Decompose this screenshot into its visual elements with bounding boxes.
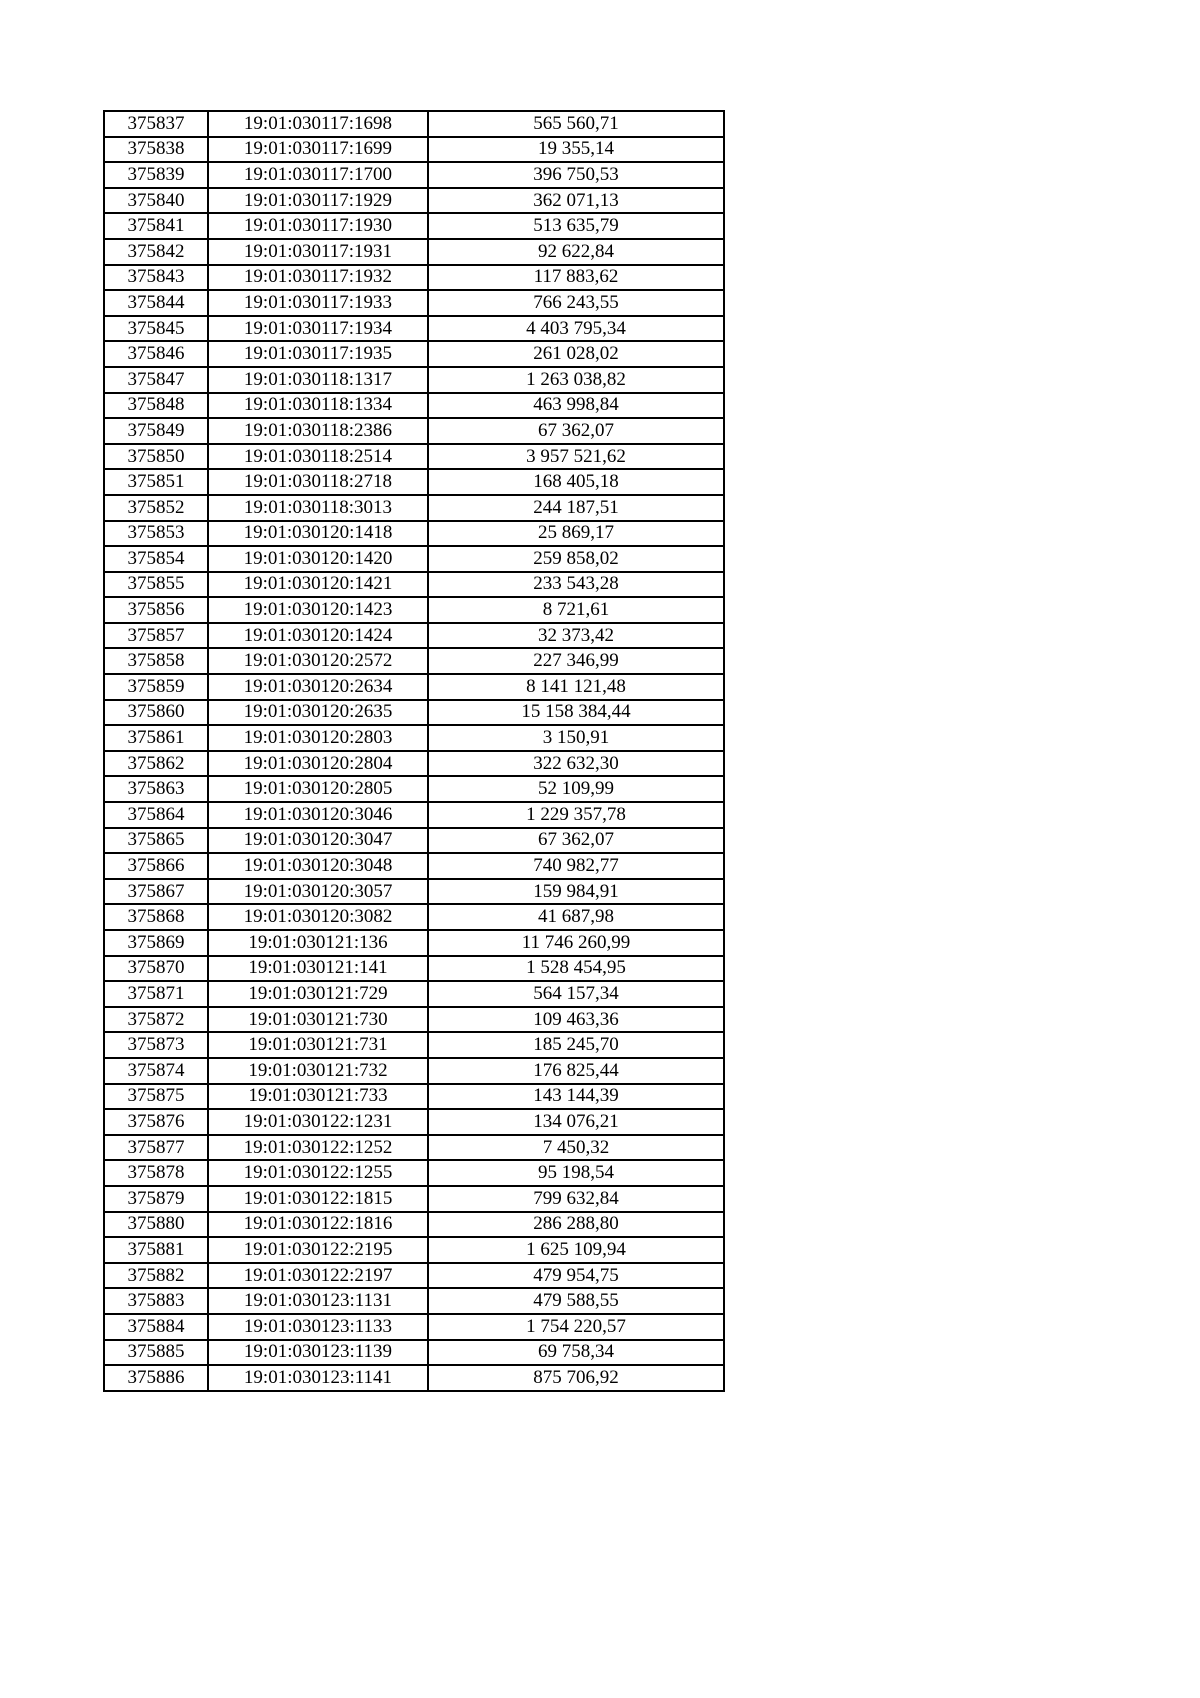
cadastral-number-cell: 19:01:030122:2197 <box>208 1263 428 1289</box>
row-number-cell: 375868 <box>104 904 208 930</box>
table-row <box>104 469 724 495</box>
table-row <box>104 213 724 239</box>
table-row <box>104 495 724 521</box>
cadastral-number-cell: 19:01:030120:1421 <box>208 572 428 598</box>
table-row <box>104 956 724 982</box>
row-number-cell: 375863 <box>104 776 208 802</box>
table-row <box>104 521 724 547</box>
row-number-cell: 375879 <box>104 1186 208 1212</box>
cadastral-value-cell: 799 632,84 <box>428 1186 724 1212</box>
table-row <box>104 1263 724 1289</box>
row-number-cell: 375838 <box>104 137 208 163</box>
cadastral-value-cell: 1 263 038,82 <box>428 367 724 393</box>
cadastral-value-cell: 227 346,99 <box>428 648 724 674</box>
cadastral-number-cell: 19:01:030121:731 <box>208 1032 428 1058</box>
cadastral-value-cell: 286 288,80 <box>428 1212 724 1238</box>
cadastral-number-cell: 19:01:030120:3048 <box>208 853 428 879</box>
row-number-cell: 375874 <box>104 1058 208 1084</box>
table-row <box>104 1365 724 1391</box>
row-number-cell: 375858 <box>104 648 208 674</box>
row-number-cell: 375848 <box>104 393 208 419</box>
cadastral-value-cell: 7 450,32 <box>428 1135 724 1161</box>
row-number-cell: 375862 <box>104 751 208 777</box>
row-number-cell: 375861 <box>104 725 208 751</box>
cadastral-value-cell: 134 076,21 <box>428 1109 724 1135</box>
cadastral-value-cell: 41 687,98 <box>428 904 724 930</box>
cadastral-value-cell: 1 754 220,57 <box>428 1314 724 1340</box>
cadastral-number-cell: 19:01:030123:1141 <box>208 1365 428 1391</box>
row-number-cell: 375871 <box>104 981 208 1007</box>
cadastral-number-cell: 19:01:030117:1929 <box>208 188 428 214</box>
cadastral-number-cell: 19:01:030120:2805 <box>208 776 428 802</box>
cadastral-number-cell: 19:01:030118:2386 <box>208 418 428 444</box>
row-number-cell: 375881 <box>104 1237 208 1263</box>
cadastral-value-cell: 740 982,77 <box>428 853 724 879</box>
cadastral-value-cell: 463 998,84 <box>428 393 724 419</box>
table-row <box>104 1160 724 1186</box>
row-number-cell: 375855 <box>104 572 208 598</box>
row-number-cell: 375839 <box>104 162 208 188</box>
cadastral-number-cell: 19:01:030120:3046 <box>208 802 428 828</box>
cadastral-value-cell: 11 746 260,99 <box>428 930 724 956</box>
table-row <box>104 393 724 419</box>
row-number-cell: 375837 <box>104 111 208 137</box>
table-row <box>104 418 724 444</box>
row-number-cell: 375883 <box>104 1288 208 1314</box>
cadastral-value-cell: 143 144,39 <box>428 1084 724 1110</box>
table-row <box>104 1084 724 1110</box>
row-number-cell: 375884 <box>104 1314 208 1340</box>
cadastral-number-cell: 19:01:030122:1816 <box>208 1212 428 1238</box>
cadastral-value-cell: 322 632,30 <box>428 751 724 777</box>
cadastral-value-cell: 67 362,07 <box>428 418 724 444</box>
cadastral-value-cell: 52 109,99 <box>428 776 724 802</box>
cadastral-number-cell: 19:01:030117:1931 <box>208 239 428 265</box>
row-number-cell: 375885 <box>104 1340 208 1366</box>
cadastral-number-cell: 19:01:030118:1317 <box>208 367 428 393</box>
cadastral-value-cell: 8 721,61 <box>428 597 724 623</box>
row-number-cell: 375878 <box>104 1160 208 1186</box>
cadastral-number-cell: 19:01:030123:1139 <box>208 1340 428 1366</box>
cadastral-number-cell: 19:01:030120:3082 <box>208 904 428 930</box>
cadastral-value-cell: 1 528 454,95 <box>428 956 724 982</box>
table-row <box>104 1135 724 1161</box>
cadastral-value-cell: 396 750,53 <box>428 162 724 188</box>
cadastral-number-cell: 19:01:030117:1934 <box>208 316 428 342</box>
table-row <box>104 1314 724 1340</box>
cadastral-value-cell: 95 198,54 <box>428 1160 724 1186</box>
cadastral-number-cell: 19:01:030120:1418 <box>208 521 428 547</box>
row-number-cell: 375873 <box>104 1032 208 1058</box>
cadastral-value-cell: 117 883,62 <box>428 265 724 291</box>
row-number-cell: 375886 <box>104 1365 208 1391</box>
cadastral-value-cell: 1 229 357,78 <box>428 802 724 828</box>
cadastral-number-cell: 19:01:030121:733 <box>208 1084 428 1110</box>
table-row <box>104 981 724 1007</box>
table-row <box>104 674 724 700</box>
cadastral-number-cell: 19:01:030122:1252 <box>208 1135 428 1161</box>
table-row <box>104 648 724 674</box>
cadastral-value-cell: 479 588,55 <box>428 1288 724 1314</box>
row-number-cell: 375843 <box>104 265 208 291</box>
table-row <box>104 341 724 367</box>
table-row <box>104 1032 724 1058</box>
table-row <box>104 1186 724 1212</box>
cadastral-value-cell: 8 141 121,48 <box>428 674 724 700</box>
cadastral-value-cell: 15 158 384,44 <box>428 700 724 726</box>
row-number-cell: 375875 <box>104 1084 208 1110</box>
row-number-cell: 375857 <box>104 623 208 649</box>
cadastral-value-cell: 261 028,02 <box>428 341 724 367</box>
table-row <box>104 597 724 623</box>
cadastral-value-cell: 67 362,07 <box>428 828 724 854</box>
cadastral-number-cell: 19:01:030122:1815 <box>208 1186 428 1212</box>
table-row <box>104 853 724 879</box>
cadastral-number-cell: 19:01:030120:2634 <box>208 674 428 700</box>
cadastral-number-cell: 19:01:030120:1423 <box>208 597 428 623</box>
row-number-cell: 375882 <box>104 1263 208 1289</box>
table-row <box>104 623 724 649</box>
cadastral-value-cell: 25 869,17 <box>428 521 724 547</box>
row-number-cell: 375869 <box>104 930 208 956</box>
cadastral-value-cell: 168 405,18 <box>428 469 724 495</box>
table-row <box>104 162 724 188</box>
cadastral-number-cell: 19:01:030120:2804 <box>208 751 428 777</box>
cadastral-value-cell: 766 243,55 <box>428 290 724 316</box>
cadastral-value-cell: 564 157,34 <box>428 981 724 1007</box>
cadastral-number-cell: 19:01:030122:2195 <box>208 1237 428 1263</box>
table-row <box>104 1288 724 1314</box>
cadastral-number-cell: 19:01:030123:1133 <box>208 1314 428 1340</box>
cadastral-number-cell: 19:01:030120:3047 <box>208 828 428 854</box>
row-number-cell: 375841 <box>104 213 208 239</box>
cadastral-value-cell: 259 858,02 <box>428 546 724 572</box>
cadastral-number-cell: 19:01:030117:1935 <box>208 341 428 367</box>
table-row <box>104 879 724 905</box>
table-row <box>104 1237 724 1263</box>
cadastral-value-cell: 362 071,13 <box>428 188 724 214</box>
cadastral-value-cell: 479 954,75 <box>428 1263 724 1289</box>
table-row <box>104 1212 724 1238</box>
cadastral-number-cell: 19:01:030121:141 <box>208 956 428 982</box>
cadastral-number-cell: 19:01:030118:1334 <box>208 393 428 419</box>
cadastral-number-cell: 19:01:030120:2803 <box>208 725 428 751</box>
row-number-cell: 375851 <box>104 469 208 495</box>
table-row <box>104 367 724 393</box>
cadastral-value-cell: 3 150,91 <box>428 725 724 751</box>
table-body <box>104 111 724 1391</box>
cadastral-value-cell: 513 635,79 <box>428 213 724 239</box>
table-row <box>104 1058 724 1084</box>
cadastral-number-cell: 19:01:030120:1420 <box>208 546 428 572</box>
table-row <box>104 188 724 214</box>
cadastral-value-cell: 185 245,70 <box>428 1032 724 1058</box>
cadastral-number-cell: 19:01:030120:2572 <box>208 648 428 674</box>
cadastral-value-table <box>103 110 725 1392</box>
cadastral-number-cell: 19:01:030121:730 <box>208 1007 428 1033</box>
table-row <box>104 239 724 265</box>
cadastral-value-cell: 4 403 795,34 <box>428 316 724 342</box>
row-number-cell: 375853 <box>104 521 208 547</box>
table-row <box>104 1109 724 1135</box>
cadastral-value-cell: 69 758,34 <box>428 1340 724 1366</box>
table-row <box>104 828 724 854</box>
cadastral-number-cell: 19:01:030117:1930 <box>208 213 428 239</box>
cadastral-value-cell: 565 560,71 <box>428 111 724 137</box>
row-number-cell: 375880 <box>104 1212 208 1238</box>
row-number-cell: 375872 <box>104 1007 208 1033</box>
table-row <box>104 1007 724 1033</box>
table-row <box>104 546 724 572</box>
cadastral-number-cell: 19:01:030121:732 <box>208 1058 428 1084</box>
row-number-cell: 375867 <box>104 879 208 905</box>
row-number-cell: 375877 <box>104 1135 208 1161</box>
row-number-cell: 375876 <box>104 1109 208 1135</box>
cadastral-number-cell: 19:01:030118:3013 <box>208 495 428 521</box>
cadastral-value-cell: 19 355,14 <box>428 137 724 163</box>
cadastral-value-cell: 233 543,28 <box>428 572 724 598</box>
table-row <box>104 444 724 470</box>
cadastral-number-cell: 19:01:030118:2514 <box>208 444 428 470</box>
cadastral-value-cell: 244 187,51 <box>428 495 724 521</box>
table-row <box>104 725 724 751</box>
row-number-cell: 375847 <box>104 367 208 393</box>
cadastral-value-cell: 875 706,92 <box>428 1365 724 1391</box>
cadastral-number-cell: 19:01:030117:1932 <box>208 265 428 291</box>
row-number-cell: 375852 <box>104 495 208 521</box>
cadastral-number-cell: 19:01:030122:1231 <box>208 1109 428 1135</box>
cadastral-value-cell: 32 373,42 <box>428 623 724 649</box>
cadastral-value-cell: 176 825,44 <box>428 1058 724 1084</box>
table-row <box>104 265 724 291</box>
row-number-cell: 375859 <box>104 674 208 700</box>
cadastral-number-cell: 19:01:030120:1424 <box>208 623 428 649</box>
table-row <box>104 751 724 777</box>
row-number-cell: 375845 <box>104 316 208 342</box>
cadastral-value-cell: 159 984,91 <box>428 879 724 905</box>
cadastral-number-cell: 19:01:030117:1699 <box>208 137 428 163</box>
table-row <box>104 572 724 598</box>
table-row <box>104 930 724 956</box>
cadastral-value-cell: 1 625 109,94 <box>428 1237 724 1263</box>
table-row <box>104 904 724 930</box>
table-row <box>104 802 724 828</box>
row-number-cell: 375842 <box>104 239 208 265</box>
row-number-cell: 375850 <box>104 444 208 470</box>
table-row <box>104 1340 724 1366</box>
row-number-cell: 375840 <box>104 188 208 214</box>
table-row <box>104 776 724 802</box>
row-number-cell: 375856 <box>104 597 208 623</box>
row-number-cell: 375854 <box>104 546 208 572</box>
cadastral-value-cell: 109 463,36 <box>428 1007 724 1033</box>
cadastral-number-cell: 19:01:030120:2635 <box>208 700 428 726</box>
cadastral-value-cell: 92 622,84 <box>428 239 724 265</box>
row-number-cell: 375860 <box>104 700 208 726</box>
cadastral-number-cell: 19:01:030121:729 <box>208 981 428 1007</box>
row-number-cell: 375866 <box>104 853 208 879</box>
cadastral-number-cell: 19:01:030123:1131 <box>208 1288 428 1314</box>
cadastral-number-cell: 19:01:030122:1255 <box>208 1160 428 1186</box>
table-row <box>104 137 724 163</box>
cadastral-number-cell: 19:01:030117:1698 <box>208 111 428 137</box>
row-number-cell: 375864 <box>104 802 208 828</box>
table-row <box>104 316 724 342</box>
table-row <box>104 290 724 316</box>
table-row <box>104 111 724 137</box>
cadastral-value-cell: 3 957 521,62 <box>428 444 724 470</box>
cadastral-number-cell: 19:01:030120:3057 <box>208 879 428 905</box>
row-number-cell: 375844 <box>104 290 208 316</box>
row-number-cell: 375846 <box>104 341 208 367</box>
row-number-cell: 375865 <box>104 828 208 854</box>
row-number-cell: 375849 <box>104 418 208 444</box>
cadastral-number-cell: 19:01:030121:136 <box>208 930 428 956</box>
row-number-cell: 375870 <box>104 956 208 982</box>
cadastral-number-cell: 19:01:030117:1700 <box>208 162 428 188</box>
cadastral-number-cell: 19:01:030117:1933 <box>208 290 428 316</box>
table-row <box>104 700 724 726</box>
cadastral-number-cell: 19:01:030118:2718 <box>208 469 428 495</box>
